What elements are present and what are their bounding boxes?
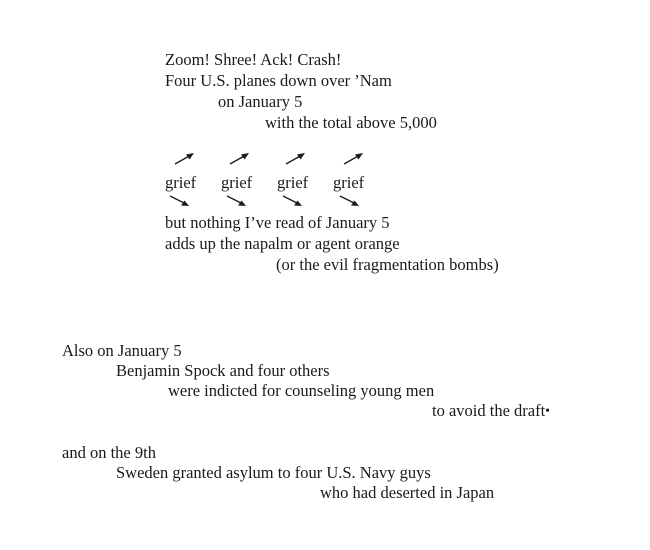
arrow-up-right-icon	[173, 152, 197, 166]
poem-line: Also on January 5	[62, 341, 182, 360]
poem-line: but nothing I’ve read of January 5	[165, 213, 390, 232]
poem-line: who had deserted in Japan	[320, 483, 495, 502]
arrow-up-right-icon	[284, 152, 308, 166]
arrow-down-right-icon	[225, 194, 249, 208]
arrow-down-right-icon	[281, 194, 305, 208]
poem-line: on January 5	[218, 92, 303, 111]
arrow-up-right-icon	[342, 152, 366, 166]
grief-word: grief	[221, 173, 253, 192]
grief-word: grief	[277, 173, 309, 192]
grief-word: grief	[333, 173, 365, 192]
arrow-up-right-icon	[228, 152, 252, 166]
poem-line	[432, 400, 550, 423]
poem-line: Four U.S. planes down over ’Nam	[165, 71, 392, 90]
poem-line: Zoom! Shree! Ack! Crash!	[165, 50, 342, 69]
bullet-icon: •	[545, 404, 551, 419]
poem-line: and on the 9th	[62, 443, 156, 462]
arrow-down-right-icon	[338, 194, 362, 208]
poem-line: with the total above 5,000	[265, 113, 437, 132]
poem-line: Sweden granted asylum to four U.S. Navy guys	[116, 463, 431, 482]
poem-line-text: to avoid the draft	[432, 401, 546, 420]
poem-line: Benjamin Spock and four others	[116, 361, 330, 380]
grief-word: grief	[165, 173, 197, 192]
poem-line: were indicted for counseling young men	[168, 381, 435, 400]
arrow-down-right-icon	[168, 194, 192, 208]
poem-line: (or the evil fragmentation bombs)	[276, 255, 499, 274]
poem-line: adds up the napalm or agent orange	[165, 234, 400, 253]
